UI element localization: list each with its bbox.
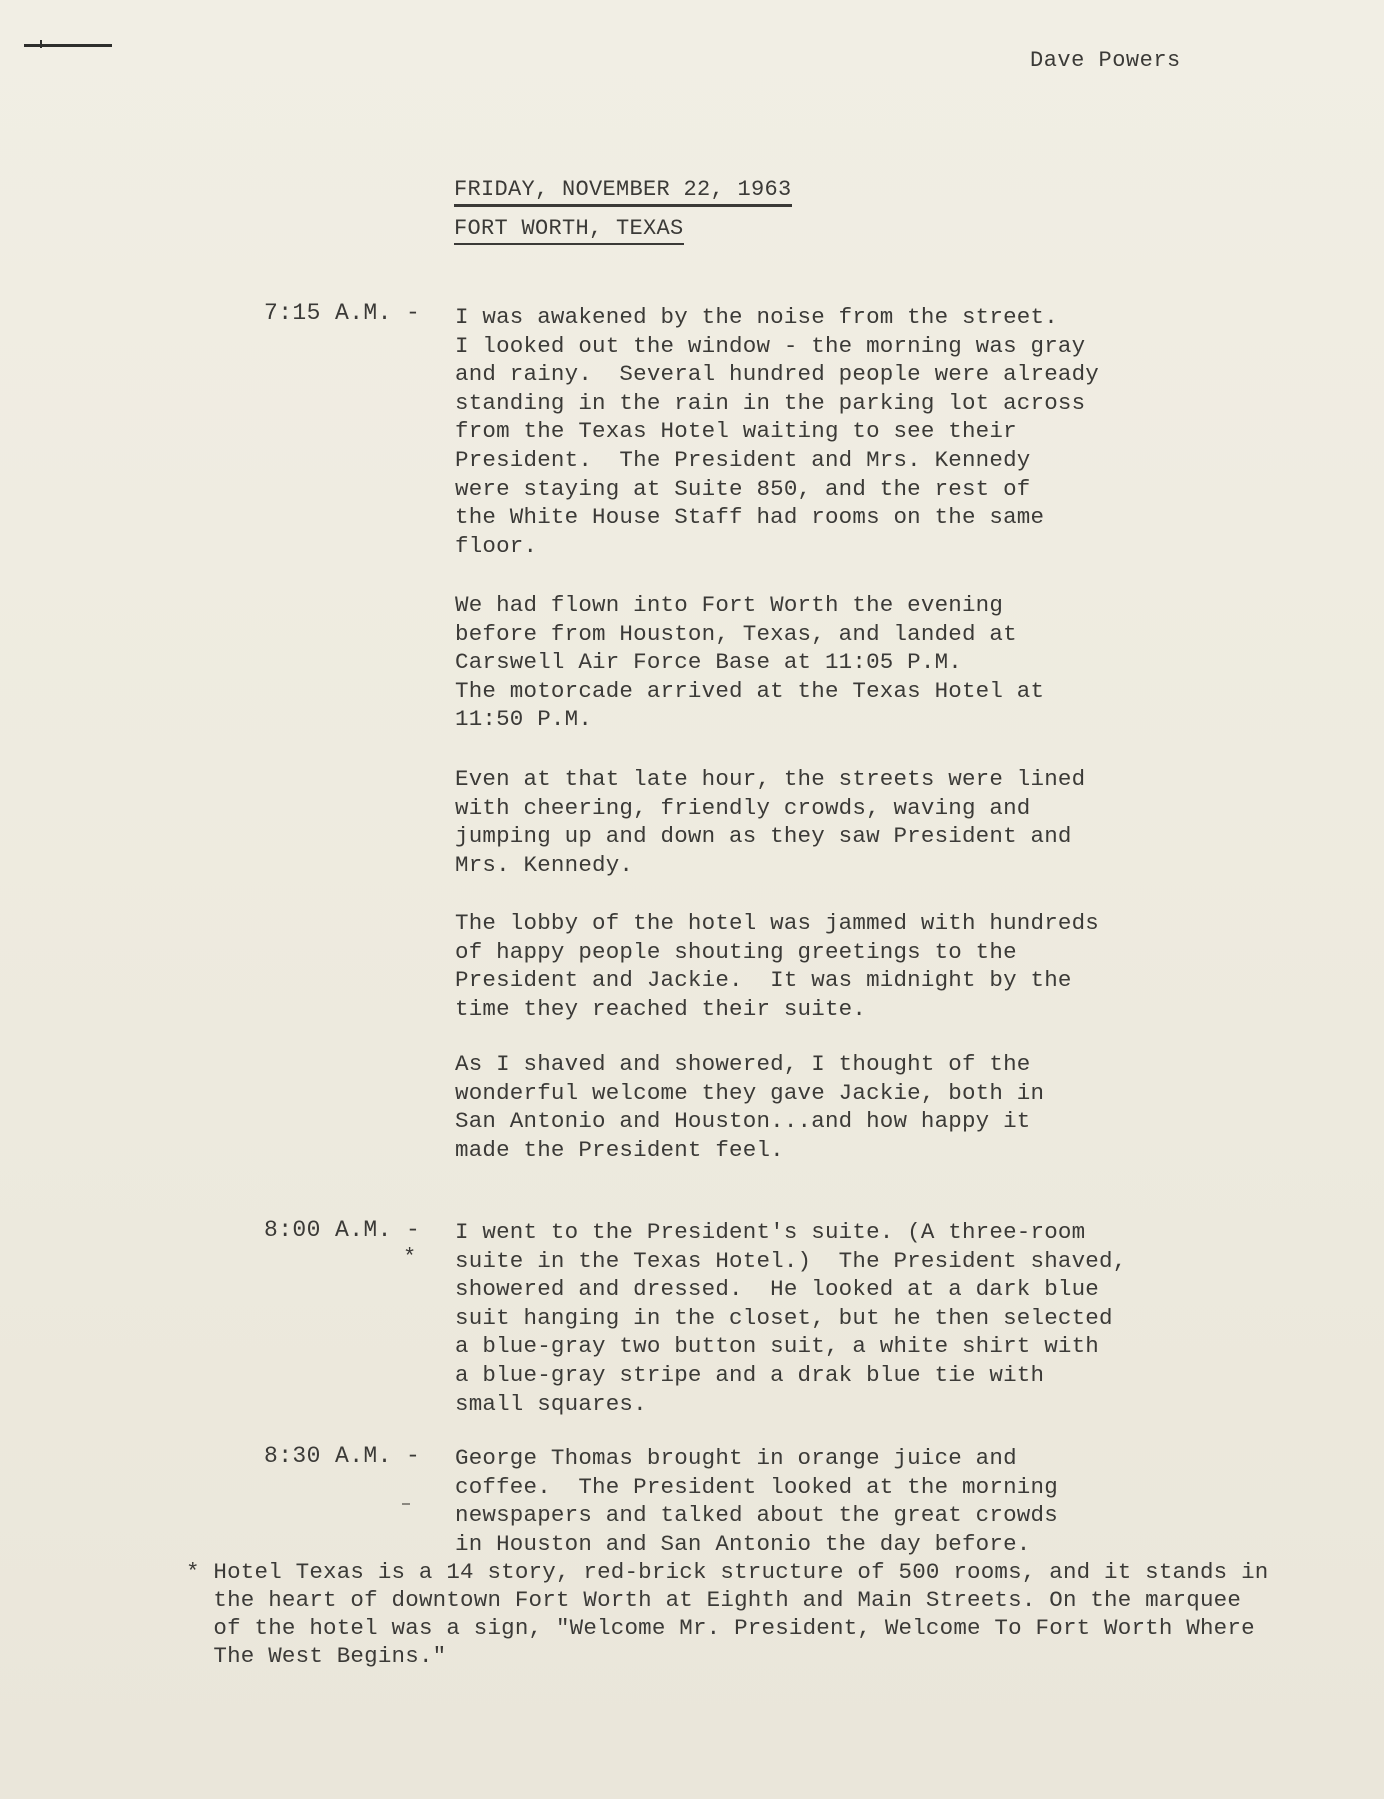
margin-dash	[402, 1503, 410, 1505]
heading-date: FRIDAY, NOVEMBER 22, 1963	[454, 177, 792, 207]
corner-mark	[24, 44, 112, 47]
entry-time-800: 8:00 A.M. -	[264, 1217, 421, 1243]
entry-830-paragraph-1: George Thomas brought in orange juice and coffee. The President looked at the morning newspapers and talked about the great crowds in Houston and San Antonio the day before.	[455, 1445, 1058, 1557]
entry-800-paragraph-1: I went to the President's suite. (A three-room suite in the Texas Hotel.) The President shaved, showered and dressed. He looked at a dark blue suit hanging in the closet, but he then selected a blue-gray two button suit, a white shirt with a blue-gray stripe and a drak blue tie with small squares.	[455, 1219, 1127, 1417]
heading-place: FORT WORTH, TEXAS	[454, 216, 684, 245]
corner-tick	[40, 40, 42, 48]
entry-time-830: 8:30 A.M. -	[264, 1443, 421, 1469]
entry-715-paragraph-5: As I shaved and showered, I thought of the wonderful welcome they gave Jackie, both in San Antonio and Houston...and how happy it made the President feel.	[455, 1051, 1045, 1163]
entry-715-paragraph-3: Even at that late hour, the streets were lined with cheering, friendly crowds, waving and jumping up and down as they saw President and Mrs. Kennedy.	[455, 766, 1086, 878]
entry-715-paragraph-2: We had flown into Fort Worth the evening before from Houston, Texas, and landed at Carswell Air Force Base at 11:05 P.M. The motorcade arrived at the Texas Hotel at 11:50 P.M.	[455, 592, 1045, 733]
entry-715-paragraph-4: The lobby of the hotel was jammed with hundreds of happy people shouting greetings to the President and Jackie. It was midnight by the time they reached their suite.	[455, 910, 1100, 1022]
author-name: Dave Powers	[1030, 48, 1181, 73]
footnote: * Hotel Texas is a 14 story, red-brick structure of 500 rooms, and it stands in the heart of downtown Fort Worth at Eighth and Main Streets. On the marquee of the hotel was a sign, "Welcome Mr. President, Welcome To Fort Worth Where The West Begins."	[186, 1559, 1269, 1669]
entry-715-paragraph-1: I was awakened by the noise from the street. I looked out the window - the morning was gray and rainy. Several hundred people were already standing in the rain in the parking lot across from the Texas Hotel waiting to see their President. The President and Mrs. Kennedy were staying at Suite 850, and the rest of the White House Staff had rooms on the same floor.	[455, 304, 1100, 559]
entry-time-715: 7:15 A.M. -	[264, 300, 421, 326]
footnote-marker: *	[403, 1245, 417, 1270]
